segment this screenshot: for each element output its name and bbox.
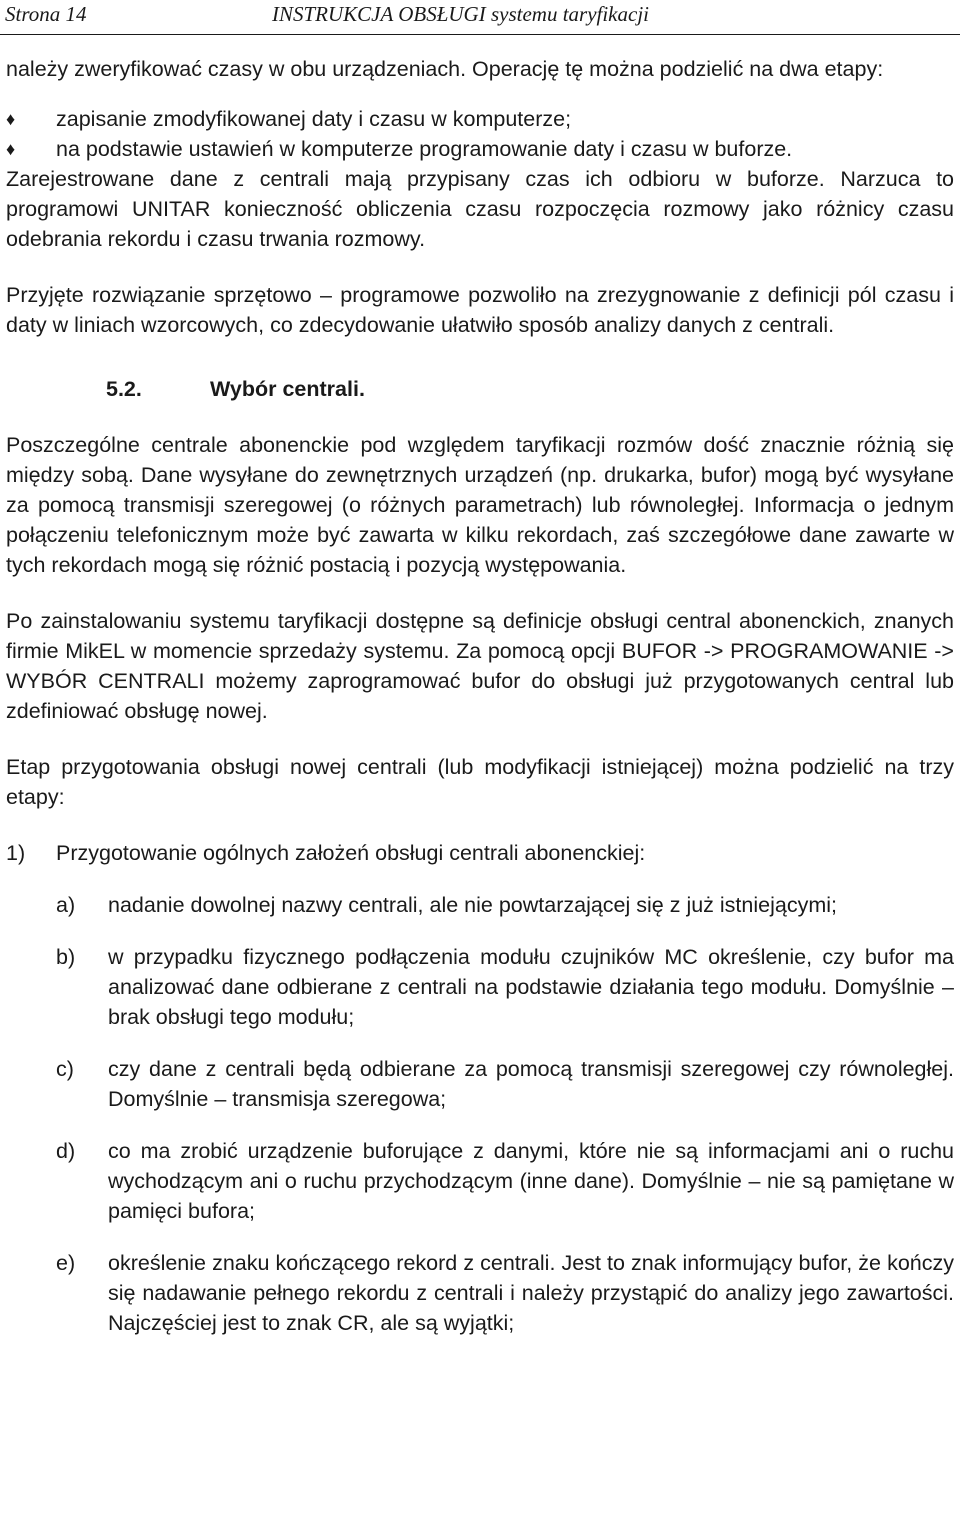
paragraph-stages: Etap przygotowania obsługi nowej centrali (lub modyfikacji istniejącej) można podzielić na trzy etapy: <box>6 755 954 809</box>
item-letter: b) <box>56 945 76 969</box>
paragraph-registered-data: Zarejestrowane dane z centrali mają przypisany czas ich odbioru w buforze. Narzuca to programowi UNITAR konieczność obliczenia czasu rozpoczęcia rozmowy jako różnicy czasu odebrania rekordu i czasu trwania rozmowy. <box>6 167 954 251</box>
bullet-text: zapisanie zmodyfikowanej daty i czasu w komputerze; <box>56 107 572 131</box>
section-title: Wybór centrali. <box>210 377 365 401</box>
item-text: co ma zrobić urządzenie buforujące z danymi, które nie są informacjami ani o ruchu wychodzącym ani o ruchu przychodzącym (inne dane). Domyślnie – nie są pamiętane w pamięci bufora; <box>108 1139 954 1223</box>
item-number: 1) <box>6 841 26 865</box>
item-text: w przypadku fizycznego podłączenia modułu czujników MC określenie, czy bufor ma analizować dane odbierane z centrali na podstawie działania tego modułu. Domyślnie – brak obsługi tego modułu; <box>108 945 954 1029</box>
list-item <box>56 890 954 920</box>
item-letter: d) <box>56 1139 76 1163</box>
section-number: 5.2. <box>106 377 142 401</box>
list-item <box>56 1248 954 1338</box>
paragraph-solution: Przyjęte rozwiązanie sprzętowo – programowe pozwoliło na zrezygnowanie z definicji pól czasu i daty w liniach wzorcowych, co zdecydowanie ułatwiło sposób analizy danych z centrali. <box>6 283 954 337</box>
page-header <box>0 0 960 35</box>
list-item <box>56 942 954 1032</box>
item-text: Przygotowanie ogólnych założeń obsługi centrali abonenckiej: <box>56 841 646 865</box>
list-item <box>56 1136 954 1226</box>
bullet-list <box>6 104 954 164</box>
item-letter: e) <box>56 1251 76 1275</box>
section-heading <box>6 374 954 404</box>
item-text: określenie znaku kończącego rekord z centrali. Jest to znak informujący bufor, że kończy się nadawanie pełnego rekordu z centrali i należy przystąpić do analizy jego zawartości. Najczęściej jest to znak CR, ale są wyjątki; <box>108 1251 954 1335</box>
list-item <box>56 1054 954 1114</box>
item-letter: c) <box>56 1057 74 1081</box>
numbered-item <box>6 838 954 868</box>
bullet-item <box>6 134 954 164</box>
item-text: nadanie dowolnej nazwy centrali, ale nie powtarzającej się z już istniejącymi; <box>108 893 837 917</box>
item-text: czy dane z centrali będą odbierane za pomocą transmisji szeregowej czy równoległej. Domyślnie – transmisja szeregowa; <box>108 1057 954 1111</box>
document-title: INSTRUKCJA OBSŁUGI systemu taryfikacji <box>272 2 649 26</box>
item-letter: a) <box>56 893 76 917</box>
paragraph-installation: Po zainstalowaniu systemu taryfikacji dostępne są definicje obsługi central abonenckich, znanych firmie MikEL w momencie sprzedaży systemu. Za pomocą opcji BUFOR -> PROGRAMOWANIE -> WYBÓR CENTRALI możemy zaprogramować bufor do obsługi już przygotowanych central lub zdefiniować obsługę nowej. <box>6 609 954 723</box>
intro-paragraph: należy zweryfikować czasy w obu urządzeniach. Operację tę można podzielić na dwa etapy: <box>6 57 884 81</box>
lettered-list <box>56 890 954 1338</box>
bullet-text: na podstawie ustawień w komputerze programowanie daty i czasu w buforze. <box>56 137 793 161</box>
document-body <box>6 54 954 1338</box>
diamond-bullet-icon: ♦ <box>6 139 16 159</box>
bullet-item <box>6 104 954 134</box>
numbered-list <box>6 838 954 868</box>
diamond-bullet-icon: ♦ <box>6 109 16 129</box>
paragraph-exchanges: Poszczególne centrale abonenckie pod względem taryfikacji rozmów dość znacznie różnią się między sobą. Dane wysyłane do zewnętrznych urządzeń (np. drukarka, bufor) mogą być wysyłane za pomocą transmisji szeregowej (o różnych parametrach) lub równoległej. Informacja o jednym połączeniu telefonicznym może być zawarta w kilku rekordach, zaś szczegółowe dane zawarte w tych rekordach mogą się różnić postacią i pozycją występowania. <box>6 433 954 577</box>
page-number: Strona 14 <box>5 2 87 26</box>
